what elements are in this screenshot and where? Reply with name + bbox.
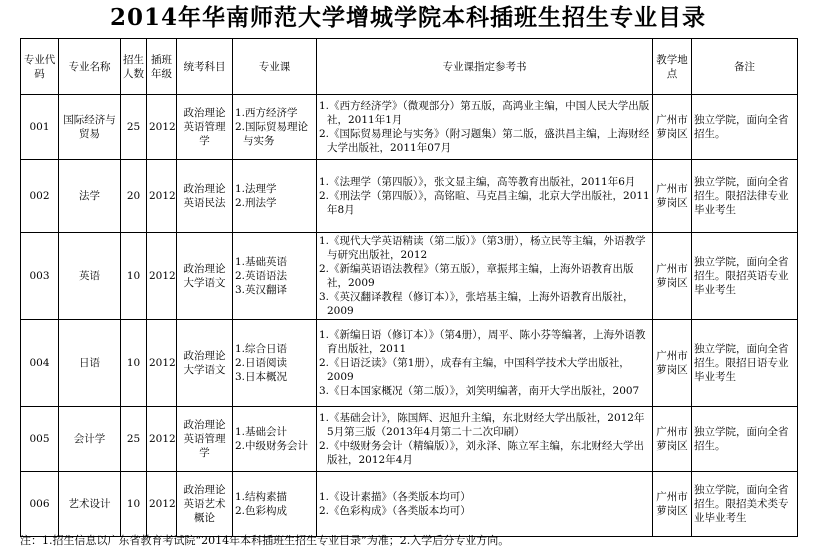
book-item: 2.《色彩构成》（各类版本均可） (319, 505, 471, 517)
cell-unified: 政治理论英语管理学 (177, 407, 233, 472)
header-books: 专业课指定参考书 (317, 39, 653, 95)
cell-name: 艺术设计 (59, 472, 121, 537)
course-item: 3.日本概况 (235, 371, 288, 383)
book-item: 2.《中级财务会计（精编版）》，刘永泽、陈立军主编，东北财经大学出版社，2012年4月 (319, 440, 645, 466)
cell-grade: 2012 (147, 160, 177, 233)
cell-unified: 政治理论大学语文 (177, 320, 233, 407)
cell-name: 国际经济与贸易 (59, 95, 121, 160)
cell-books (317, 160, 653, 233)
cell-courses (233, 472, 317, 537)
cell-remarks: 独立学院，面向全省招生。 (692, 407, 798, 472)
cell-books (317, 472, 653, 537)
cell-code: 002 (21, 160, 59, 233)
cell-name: 英语 (59, 233, 121, 320)
course-item: 2.色彩构成 (235, 505, 288, 517)
footnote: 注：1.招生信息以广东省教育考试院“2014年本科插班生招生专业目录”为准；2.入学后分专业方向。 (20, 534, 510, 547)
cell-grade: 2012 (147, 233, 177, 320)
catalog-table (20, 38, 798, 537)
book-item: 2.《刑法学（第四版）》，高铭暄、马克昌主编，北京大学出版社，2011年8月 (319, 190, 650, 216)
course-item: 1.西方经济学 (235, 107, 298, 119)
header-courses: 专业课 (233, 39, 317, 95)
cell-books (317, 407, 653, 472)
cell-remarks: 独立学院，面向全省招生。限招日语专业毕业考生 (692, 320, 798, 407)
cell-courses (233, 160, 317, 233)
course-item: 2.日语阅读 (235, 357, 288, 369)
cell-remarks: 独立学院，面向全省招生。限招英语专业毕业考生 (692, 233, 798, 320)
cell-grade: 2012 (147, 320, 177, 407)
cell-count: 10 (121, 233, 147, 320)
header-code: 专业代码 (21, 39, 59, 95)
book-item: 2.《国际贸易理论与实务》（附习题集）第二版，盛洪昌主编，上海财经大学出版社，2011年07月 (319, 128, 650, 154)
cell-courses (233, 95, 317, 160)
cell-code: 001 (21, 95, 59, 160)
cell-unified: 政治理论大学语文 (177, 233, 233, 320)
book-item: 1.《法理学（第四版）》，张文显主编，高等教育出版社，2011年6月 (319, 176, 636, 188)
cell-grade: 2012 (147, 95, 177, 160)
cell-grade: 2012 (147, 407, 177, 472)
cell-code: 003 (21, 233, 59, 320)
book-item: 3.《日本国家概况（第二版）》，刘笑明编著，南开大学出版社，2007 (319, 385, 640, 397)
course-item: 2.英语语法 (235, 270, 288, 282)
cell-count: 10 (121, 472, 147, 537)
cell-remarks: 独立学院，面向全省招生。限招美术类专业毕业考生 (692, 472, 798, 537)
cell-count: 25 (121, 95, 147, 160)
course-item: 1.法理学 (235, 183, 277, 195)
cell-location: 广州市萝岗区 (653, 407, 692, 472)
page-title: 2014年华南师范大学增城学院本科插班生招生专业目录 (109, 4, 706, 31)
cell-code: 004 (21, 320, 59, 407)
cell-books (317, 95, 653, 160)
cell-unified: 政治理论英语管理学 (177, 95, 233, 160)
table-row (21, 407, 798, 472)
book-item: 2.《日语泛读》（第1册），成春有主编，中国科学技术大学出版社，2009 (319, 357, 630, 383)
cell-books (317, 233, 653, 320)
course-item: 2.刑法学 (235, 197, 277, 209)
table-row (21, 472, 798, 537)
course-item: 2.国际贸易理论与实务 (235, 121, 309, 147)
book-item: 1.《设计素描》（各类版本均可） (319, 491, 471, 503)
cell-count: 25 (121, 407, 147, 472)
cell-code: 005 (21, 407, 59, 472)
book-item: 1.《新编日语（修订本）》（第4册），周平、陈小芬等编著，上海外语教育出版社，2011 (319, 329, 646, 355)
cell-count: 10 (121, 320, 147, 407)
cell-location: 广州市萝岗区 (653, 320, 692, 407)
book-item: 1.《基础会计》，陈国辉、迟旭升主编，东北财经大学出版社，2012年5月第三版（2013年4月第二十二次印刷） (319, 412, 645, 438)
header-grade: 插班年级 (147, 39, 177, 95)
course-item: 1.综合日语 (235, 343, 288, 355)
cell-location: 广州市萝岗区 (653, 95, 692, 160)
header-count: 招生人数 (121, 39, 147, 95)
header-name: 专业名称 (59, 39, 121, 95)
cell-location: 广州市萝岗区 (653, 233, 692, 320)
cell-count: 20 (121, 160, 147, 233)
cell-grade: 2012 (147, 472, 177, 537)
book-item: 1.《现代大学英语精读（第二版）》（第3册），杨立民等主编，外语教学与研究出版社，2012 (319, 235, 646, 261)
course-item: 1.结构素描 (235, 491, 288, 503)
cell-books (317, 320, 653, 407)
book-item: 3.《英汉翻译教程（修订本）》，张培基主编，上海外语教育出版社，2009 (319, 291, 634, 317)
cell-remarks: 独立学院，面向全省招生。限招法律专业毕业考生 (692, 160, 798, 233)
cell-unified: 政治理论英语民法 (177, 160, 233, 233)
cell-unified: 政治理论英语艺术概论 (177, 472, 233, 537)
cell-name: 法学 (59, 160, 121, 233)
header-row (21, 39, 798, 95)
table-row (21, 95, 798, 160)
course-item: 2.中级财务会计 (235, 440, 309, 452)
cell-courses (233, 233, 317, 320)
header-unified: 统考科目 (177, 39, 233, 95)
course-item: 3.英汉翻译 (235, 284, 288, 296)
cell-remarks: 独立学院，面向全省招生。 (692, 95, 798, 160)
cell-name: 日语 (59, 320, 121, 407)
cell-location: 广州市萝岗区 (653, 472, 692, 537)
header-location: 教学地点 (653, 39, 692, 95)
cell-code: 006 (21, 472, 59, 537)
cell-location: 广州市萝岗区 (653, 160, 692, 233)
course-item: 1.基础英语 (235, 256, 288, 268)
book-item: 1.《西方经济学》（微观部分）第五版，高鸿业主编，中国人民大学出版社，2011年1月 (319, 100, 650, 126)
table-row (21, 160, 798, 233)
cell-name: 会计学 (59, 407, 121, 472)
cell-courses (233, 320, 317, 407)
course-item: 1.基础会计 (235, 426, 288, 438)
table-row (21, 320, 798, 407)
cell-courses (233, 407, 317, 472)
header-remarks: 备注 (692, 39, 798, 95)
book-item: 2.《新编英语语法教程》（第五版），章振邦主编，上海外语教育出版社，2009 (319, 263, 634, 289)
table-row (21, 233, 798, 320)
